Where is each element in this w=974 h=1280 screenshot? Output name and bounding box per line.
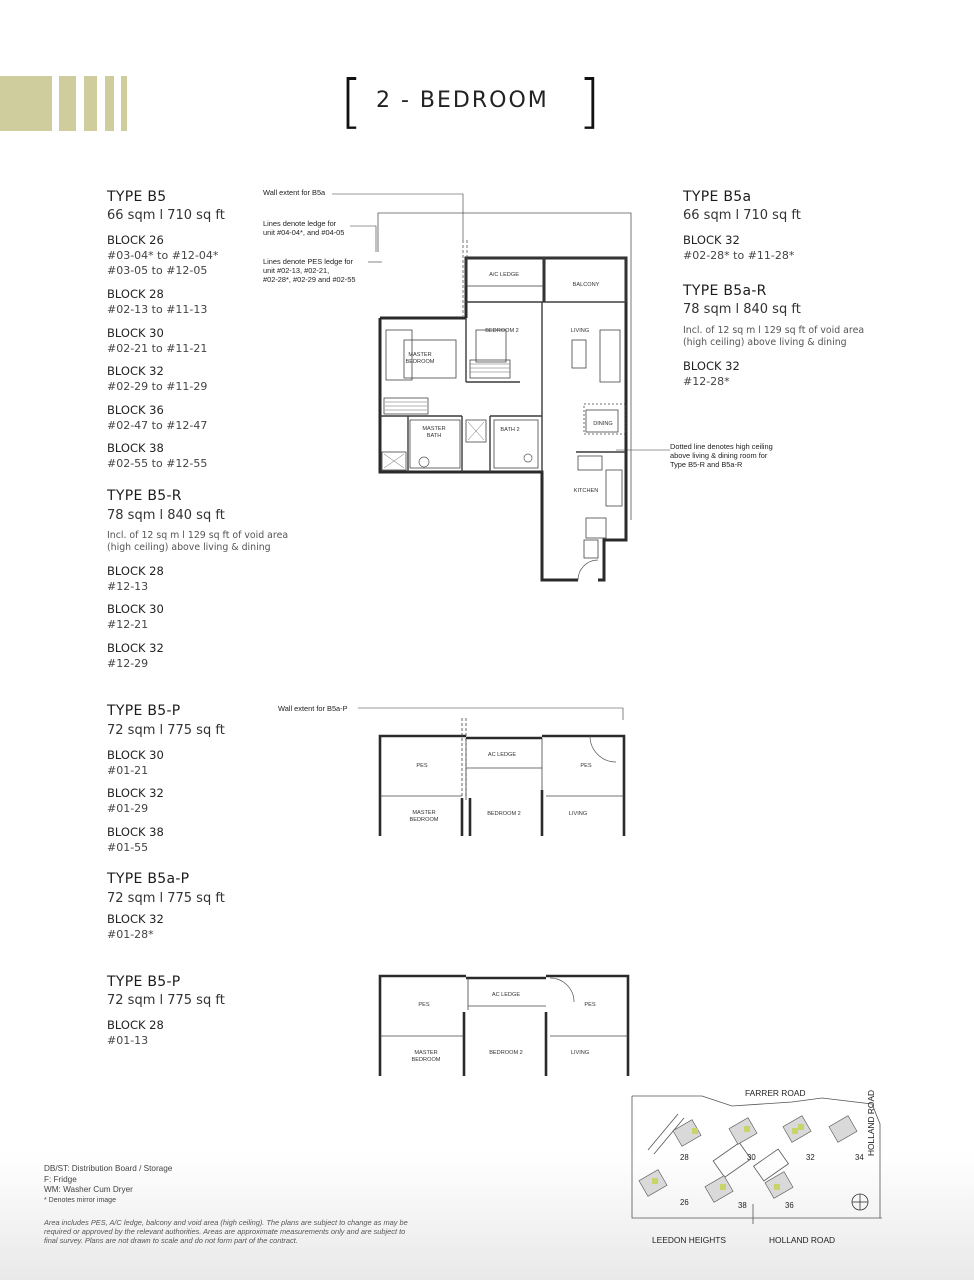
type-b5-name: TYPE B5: [107, 189, 167, 205]
block-name: BLOCK 38: [107, 825, 164, 839]
room-label-line: BEDROOM: [405, 358, 435, 365]
room-master-bedroom: [396, 352, 444, 365]
unit-range: #02-13 to #11-13: [107, 303, 208, 316]
room-label-line: BATH: [426, 432, 442, 439]
dotted-note-line: Type B5-R and B5a-R: [670, 459, 743, 469]
room-bedroom-2: BEDROOM 2: [485, 328, 519, 334]
left-bracket: [: [340, 67, 363, 135]
room-master-bedroom: [402, 1050, 450, 1063]
pes-ledge-line: unit #02-13, #02-21,: [263, 265, 330, 275]
site-block-34: 34: [855, 1153, 864, 1162]
block-name: BLOCK 28: [107, 1018, 164, 1032]
legend-item: WM: Washer Cum Dryer: [44, 1185, 133, 1194]
void-area-note: (high ceiling) above living & dining: [683, 337, 847, 348]
type-b5p-area: 72 sqm l 775 sq ft: [107, 723, 225, 738]
unit-range: #03-05 to #12-05: [107, 264, 208, 277]
type-b5r-name: TYPE B5-R: [107, 488, 182, 504]
room-label-line: MASTER: [414, 1050, 438, 1056]
block-name: BLOCK 32: [683, 233, 740, 247]
road-farrer: FARRER ROAD: [745, 1088, 806, 1098]
type-b5ap-name: TYPE B5a-P: [107, 871, 190, 887]
unit-range: #01-21: [107, 764, 149, 777]
type-b5p-name: TYPE B5-P: [107, 974, 181, 990]
room-living: LIVING: [568, 811, 588, 817]
room-label-line: MASTER: [412, 810, 436, 816]
unit-range: #02-29 to #11-29: [107, 380, 208, 393]
dotted-note-line: above living & dining room for: [670, 450, 768, 460]
wall-extent-label: Wall extent for B5a: [263, 188, 326, 197]
site-block-36: 36: [785, 1201, 794, 1210]
room-master-bath: [410, 426, 458, 439]
unit-range: #12-13: [107, 580, 149, 593]
ledge-note-line: unit #04-04*, and #04-05: [263, 227, 345, 237]
unit-range: #03-04* to #12-04*: [107, 249, 219, 262]
pes-ledge-line: #02-28*, #02-29 and #02-55: [263, 274, 356, 284]
room-label-line: MASTER: [422, 426, 446, 432]
room-label-line: BEDROOM: [409, 816, 439, 823]
block-name: BLOCK 32: [107, 641, 164, 655]
unit-range: #12-29: [107, 657, 149, 670]
type-b5p-name: TYPE B5-P: [107, 703, 181, 719]
road-holland-right: HOLLAND ROAD: [866, 1089, 876, 1156]
legend: [44, 1164, 172, 1206]
road-leedon-heights: LEEDON HEIGHTS: [652, 1235, 726, 1245]
block-name: BLOCK 32: [683, 359, 740, 373]
room-ac-ledge: AC LEDGE: [491, 992, 521, 998]
void-area-note: Incl. of 12 sq m l 129 sq ft of void area: [107, 530, 289, 541]
legend-item: * Denotes mirror image: [44, 1196, 116, 1204]
unit-range: #02-28* to #11-28*: [683, 249, 795, 262]
type-b5ap-area: 72 sqm l 775 sq ft: [107, 891, 225, 906]
room-dining: DINING: [593, 421, 613, 427]
block-name: BLOCK 32: [107, 912, 164, 926]
room-ac-ledge: A/C LEDGE: [489, 272, 519, 278]
type-b5-area: 66 sqm l 710 sq ft: [107, 208, 225, 223]
unit-range: #01-55: [107, 841, 149, 854]
type-b5a-area: 66 sqm l 710 sq ft: [683, 208, 801, 223]
block-name: BLOCK 30: [107, 602, 164, 616]
room-balcony: BALCONY: [572, 282, 600, 288]
room-bedroom-2: BEDROOM 2: [489, 1050, 523, 1056]
page-title: 2 - BEDROOM: [376, 88, 549, 113]
unit-range: #12-21: [107, 618, 149, 631]
disclaimer-line: required or approved by the relevant authorities. Areas are approximate measurements only and are subject to: [44, 1227, 406, 1237]
room-kitchen: KITCHEN: [573, 488, 599, 494]
type-b5r-area: 78 sqm l 840 sq ft: [107, 508, 225, 523]
legend-item: F: Fridge: [44, 1174, 77, 1184]
block-name: BLOCK 36: [107, 403, 164, 417]
block-name: BLOCK 30: [107, 748, 164, 762]
site-block-30: 30: [747, 1153, 756, 1162]
disclaimer-line: Area includes PES, A/C ledge, balcony and void area (high ceiling). The plans are subject to change as may be: [44, 1218, 408, 1227]
room-pes: PES: [584, 1002, 596, 1008]
site-block-28: 28: [680, 1153, 689, 1162]
road-holland-bottom: HOLLAND ROAD: [769, 1235, 836, 1245]
type-b5ar-area: 78 sqm l 840 sq ft: [683, 302, 801, 317]
room-label-line: MASTER: [408, 352, 432, 358]
room-bedroom-2: BEDROOM 2: [487, 811, 521, 817]
disclaimer: [44, 1218, 408, 1246]
site-block-32: 32: [806, 1153, 815, 1162]
room-pes: PES: [416, 763, 428, 769]
unit-range: #01-13: [107, 1034, 149, 1047]
wall-extent-p-label: Wall extent for B5a-P: [278, 704, 348, 713]
site-block-26: 26: [680, 1198, 689, 1207]
room-master-bedroom: [400, 810, 448, 823]
room-label-line: BEDROOM: [411, 1056, 441, 1063]
unit-range: #12-28*: [683, 375, 730, 388]
unit-range: #01-29: [107, 802, 149, 815]
void-area-note: Incl. of 12 sq m l 129 sq ft of void area: [683, 325, 865, 336]
unit-range: #02-47 to #12-47: [107, 419, 208, 432]
site-plan: [632, 1094, 882, 1220]
block-name: BLOCK 28: [107, 564, 164, 578]
block-name: BLOCK 38: [107, 441, 164, 455]
void-area-note: (high ceiling) above living & dining: [107, 542, 271, 553]
room-living: LIVING: [570, 1050, 590, 1056]
type-b5p-area: 72 sqm l 775 sq ft: [107, 993, 225, 1008]
room-pes: PES: [580, 763, 592, 769]
unit-range: #02-21 to #11-21: [107, 342, 208, 355]
type-b5a-name: TYPE B5a: [683, 189, 752, 205]
room-living: LIVING: [570, 328, 590, 334]
room-pes: PES: [418, 1002, 430, 1008]
block-name: BLOCK 32: [107, 786, 164, 800]
dotted-note-line: Dotted line denotes high ceiling: [670, 442, 773, 451]
block-name: BLOCK 26: [107, 233, 164, 247]
pes-ledge-line: Lines denote PES ledge for: [263, 257, 353, 266]
legend-item: DB/ST: Distribution Board / Storage: [44, 1164, 173, 1173]
block-name: BLOCK 30: [107, 326, 164, 340]
unit-range: #02-55 to #12-55: [107, 457, 208, 470]
block-name: BLOCK 28: [107, 287, 164, 301]
type-b5ar-name: TYPE B5a-R: [683, 283, 767, 299]
disclaimer-line: final survey. Plans are not drawn to scale and do not form part of the contract.: [44, 1236, 298, 1246]
room-bath-2: BATH 2: [500, 427, 520, 433]
block-name: BLOCK 32: [107, 364, 164, 378]
room-ac-ledge: AC LEDGE: [487, 752, 517, 758]
site-block-38: 38: [738, 1201, 747, 1210]
unit-range: #01-28*: [107, 928, 154, 941]
ledge-note-line: Lines denote ledge for: [263, 219, 337, 228]
right-bracket: ]: [578, 67, 601, 135]
